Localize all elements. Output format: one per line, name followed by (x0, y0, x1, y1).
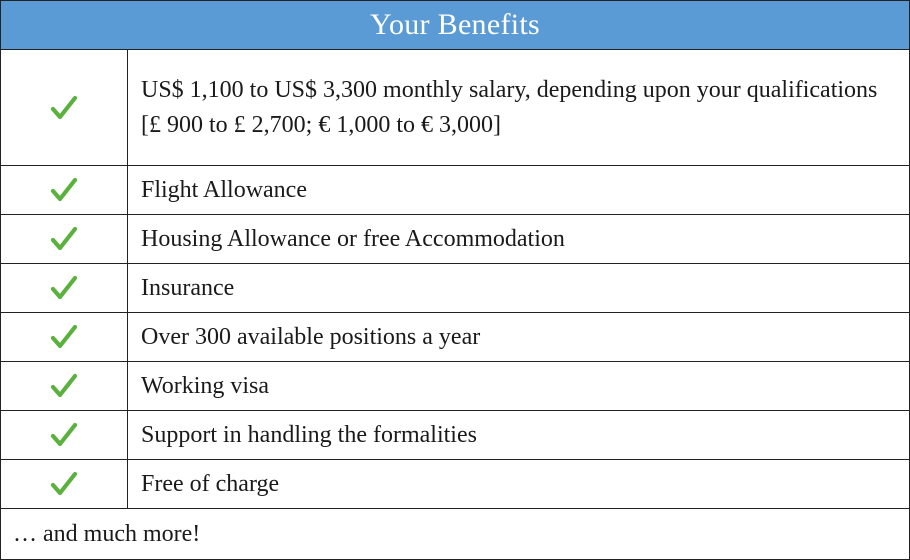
benefit-text: Free of charge (141, 470, 280, 497)
benefit-text: Over 300 available positions a year (141, 323, 481, 350)
benefit-row (1, 313, 909, 362)
benefit-text: Housing Allowance or free Accommodation (141, 225, 565, 252)
checkmark-icon (1, 166, 128, 214)
checkmark-icon (1, 215, 128, 263)
checkmark-icon (1, 50, 128, 165)
benefit-text: Support in handling the formalities (141, 421, 477, 448)
benefit-text-cell (141, 50, 897, 165)
footer-note: … and much more! (13, 520, 201, 547)
benefit-text: Flight Allowance (141, 176, 307, 203)
benefit-row (1, 460, 909, 509)
benefit-subtext: [£ 900 to £ 2,700; € 1,000 to € 3,000] (141, 111, 501, 138)
benefit-text: Insurance (141, 274, 235, 301)
checkmark-icon (1, 313, 128, 361)
checkmark-icon (1, 264, 128, 312)
benefit-row (1, 166, 909, 215)
benefit-row (1, 215, 909, 264)
checkmark-icon (1, 460, 128, 508)
checkmark-icon (1, 362, 128, 410)
benefit-row (1, 264, 909, 313)
benefit-row-salary (1, 50, 909, 166)
benefit-row (1, 411, 909, 460)
benefit-text: Working visa (141, 372, 270, 399)
benefits-title: Your Benefits (1, 1, 909, 50)
checkmark-icon (1, 411, 128, 459)
benefit-row (1, 362, 909, 411)
benefit-text: US$ 1,100 to US$ 3,300 monthly salary, depending upon your qualifications (141, 76, 878, 103)
